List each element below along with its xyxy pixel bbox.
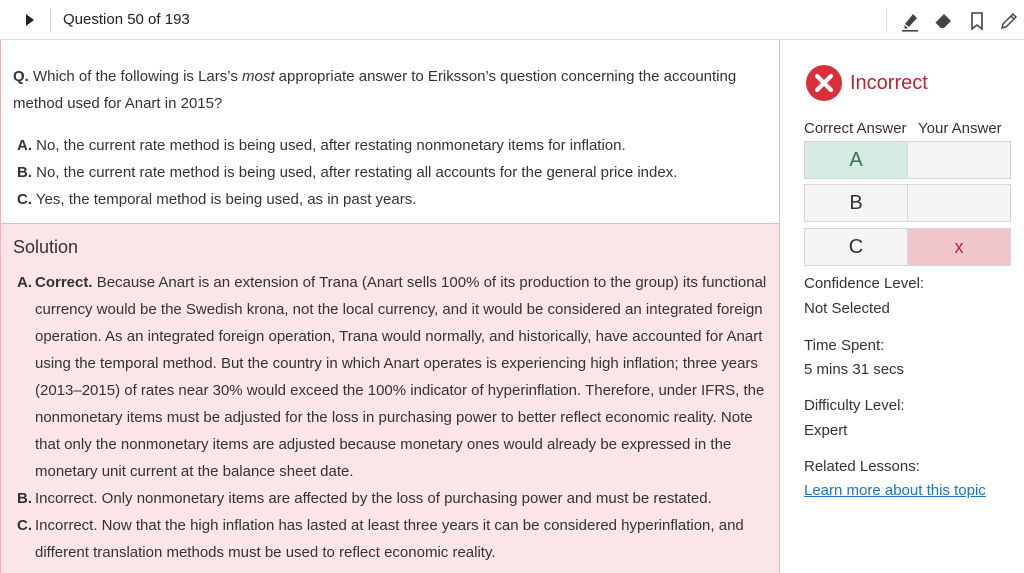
your-answer-cell: [907, 184, 1011, 222]
solution-text: Because Anart is an extension of Trana (Anart sells 100% of its production to the group) its functional currency would be the Swedish krona, not the local currency, and it would be considered an integrated foreign operation. As an integrated foreign operation, Trana would normally, and historically, have accounted for Anart using the temporal method. But the country in which Anart operates is experiencing high inflation; three years (2013–2015) of rates near 30% would exceed the 100% indicator of hyperinflation. Therefore, under IFRS, the nonmonetary items must be adjusted for the loss in purchasing power to better reflect economic reality. Note that only the nonmonetary items are adjusted because monetary ones would already be expressed in the monetary unit current at the balance sheet date.: [35, 274, 767, 480]
time-label: Time Spent:: [804, 337, 885, 354]
eraser-icon[interactable]: [932, 10, 954, 32]
confidence-label: Confidence Level:: [804, 275, 925, 292]
lessons-link[interactable]: Learn more about this topic: [804, 482, 986, 499]
solution-item-c: [17, 512, 773, 566]
correct-answer-header: Correct Answer: [804, 120, 907, 137]
lessons-label: Related Lessons:: [804, 458, 920, 475]
solution-panel: [1, 223, 779, 573]
solution-item-a: [17, 269, 773, 485]
bookmark-icon[interactable]: [966, 10, 988, 32]
confidence-value: Not Selected: [804, 300, 890, 317]
correct-answer-cell: C: [804, 228, 908, 266]
option-letter: C.: [17, 191, 32, 208]
divider: [50, 8, 51, 32]
option-text: No, the current rate method is being used, after restating all accounts for the general price index.: [36, 164, 678, 181]
solution-text: Incorrect. Only nonmonetary items are affected by the loss of purchasing power and must be restated.: [35, 490, 712, 507]
option-a: [17, 132, 767, 159]
question-emphasis: most: [242, 68, 275, 85]
question-panel: [0, 40, 780, 573]
result-label: Incorrect: [850, 72, 928, 94]
difficulty-label: Difficulty Level:: [804, 397, 905, 414]
solution-text: Incorrect. Now that the high inflation has lasted at least three years it can be considered hyperinflation, and different translation methods must be used to reflect economic reality.: [35, 517, 744, 561]
answer-row-a: [804, 141, 1011, 179]
solution-body: [17, 269, 773, 566]
option-c: [17, 186, 767, 213]
solution-letter: A.: [17, 274, 32, 291]
question-text: Which of the following is Lars’s: [33, 68, 242, 85]
incorrect-icon: [805, 64, 843, 102]
your-answer-cell: [907, 141, 1011, 179]
your-answer-cell: x: [907, 228, 1011, 266]
time-value: 5 mins 31 secs: [804, 361, 905, 378]
difficulty-value: Expert: [804, 422, 848, 439]
question-prefix: Q.: [13, 68, 29, 85]
divider: [886, 8, 887, 32]
option-letter: A.: [17, 137, 32, 154]
correct-answer-cell: B: [804, 184, 908, 222]
solution-letter: B.: [17, 490, 32, 507]
question-area: [1, 40, 779, 223]
question-stem: [13, 63, 763, 117]
question-text: appropriate answer to Eriksson’s question concerning the accounting method used for Anart in 2015?: [13, 68, 737, 112]
pencil-icon[interactable]: [998, 10, 1020, 32]
solution-title: Solution: [13, 237, 79, 257]
correct-answer-cell: A: [804, 141, 908, 179]
play-icon[interactable]: [22, 12, 38, 28]
option-text: No, the current rate method is being used, after restating nonmonetary items for inflation.: [36, 137, 626, 154]
result-panel: [781, 40, 1024, 573]
solution-lead: Correct.: [35, 274, 93, 291]
answer-options: [17, 132, 767, 213]
option-text: Yes, the temporal method is being used, as in past years.: [35, 191, 417, 208]
highlighter-icon[interactable]: [899, 10, 921, 32]
your-answer-header: Your Answer: [918, 120, 1002, 137]
solution-item-b: [17, 485, 773, 512]
solution-letter: C.: [17, 517, 32, 534]
top-toolbar: [0, 0, 1024, 40]
question-counter: Question 50 of 193: [63, 11, 190, 28]
option-letter: B.: [17, 164, 32, 181]
option-b: [17, 159, 767, 186]
answer-row-c: [804, 228, 1011, 266]
answer-row-b: [804, 184, 1011, 222]
